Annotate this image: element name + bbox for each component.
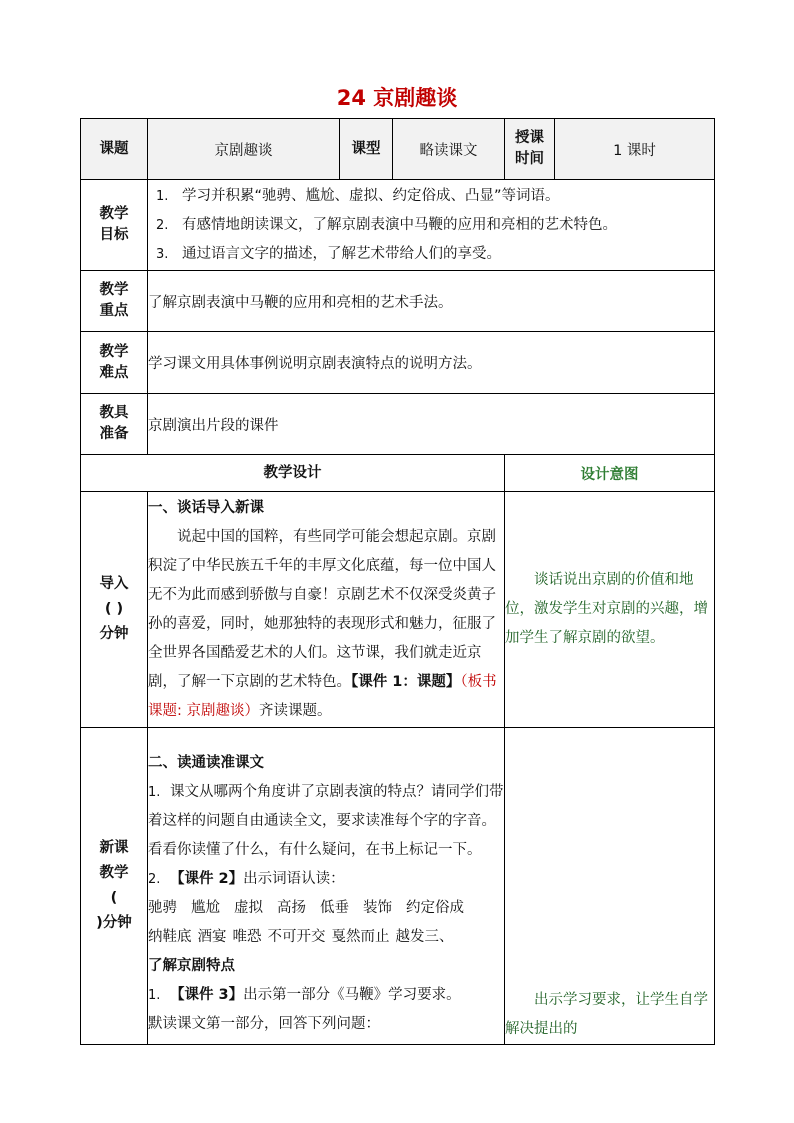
sub-heading: 了解京剧特点 bbox=[148, 958, 235, 974]
goal-item: 2. 有感情地朗读课文，了解京剧表演中马鞭的应用和亮相的艺术特色。 bbox=[156, 216, 617, 233]
tools-row bbox=[81, 394, 715, 455]
word-list-2: 纳鞋底 酒宴 唯恐 不可开交 戛然而止 越发三、 bbox=[148, 929, 454, 945]
board-note: （板书课题: 京剧趣谈） bbox=[148, 673, 497, 719]
type-value: 略读课文 bbox=[393, 119, 505, 180]
word-list-1: 驰骋 尴尬 虚拟 高扬 低垂 装饰 约定俗成 bbox=[148, 900, 464, 916]
step-2: 默读课文第一部分，回答下列问题： bbox=[148, 1016, 380, 1032]
lesson-plan-table bbox=[80, 118, 715, 1045]
focus-label: 教学 重点 bbox=[81, 271, 148, 332]
tools-text: 京剧演出片段的课件 bbox=[148, 394, 715, 455]
newlesson-side-label: 新课 教学 ( )分钟 bbox=[81, 728, 148, 1045]
newlesson-row bbox=[81, 728, 715, 1045]
question-1: 1. 课文从哪两个角度讲了京剧表演的特点？请同学们带着这样的问题自由通读全文，要求读准每个字的字音。看看你读懂了什么，有什么疑问，在书上标记一下。 bbox=[148, 784, 504, 858]
page-title: 24 京剧趣谈 bbox=[336, 86, 458, 110]
focus-row bbox=[81, 271, 715, 332]
tools-label: 教具 准备 bbox=[81, 394, 148, 455]
intro-content bbox=[148, 492, 505, 728]
step-1: 1. 【课件 3】出示第一部分《马鞭》学习要求。 bbox=[148, 987, 461, 1003]
intro-heading: 一、谈话导入新课 bbox=[148, 499, 264, 516]
goals-row bbox=[81, 180, 715, 271]
intent-header: 设计意图 bbox=[505, 455, 715, 492]
topic-label: 课题 bbox=[81, 119, 148, 180]
topic-value: 京剧趣谈 bbox=[148, 119, 340, 180]
newlesson-content bbox=[148, 728, 505, 1045]
newlesson-heading: 二、读通读准课文 bbox=[148, 755, 264, 771]
header-row bbox=[81, 119, 715, 180]
goal-item: 3. 通过语言文字的描述，了解艺术带给人们的享受。 bbox=[156, 245, 501, 262]
focus-text: 了解京剧表演中马鞭的应用和亮相的艺术手法。 bbox=[148, 271, 715, 332]
intro-row bbox=[81, 492, 715, 728]
difficulty-row bbox=[81, 332, 715, 394]
design-header: 教学设计 bbox=[81, 455, 505, 492]
newlesson-intent: 出示学习要求，让学生自学解决提出的 bbox=[505, 728, 715, 1045]
time-value: 1 课时 bbox=[555, 119, 715, 180]
difficulty-text: 学习课文用具体事例说明京剧表演特点的说明方法。 bbox=[148, 332, 715, 394]
goals-label: 教学 目标 bbox=[81, 180, 148, 271]
courseware-tag: 【课件 1：课题】 bbox=[351, 673, 461, 690]
goals-list bbox=[148, 180, 715, 271]
time-label: 授课 时间 bbox=[505, 119, 555, 180]
intro-paragraph: 说起中国的国粹，有些同学可能会想起京剧。京剧积淀了中华民族五千年的丰厚文化底蕴，每一位中国人无不为此而感到骄傲与自豪！京剧艺术不仅深受炎黄子孙的喜爱，同时，她那独特的表现形式和魅力，征服了全世界各国酷爱艺术的人们。这节课，我们就走近京剧，了解一下京剧的艺术特色。【课件 1：课题】（板书课题: 京剧趣谈）齐读课题。 bbox=[148, 528, 497, 719]
design-header-row bbox=[81, 455, 715, 492]
question-2: 2. 【课件 2】出示词语认读： bbox=[148, 871, 345, 887]
goal-item: 1. 学习并积累“驰骋、尴尬、虚拟、约定俗成、凸显”等词语。 bbox=[156, 187, 560, 204]
intro-intent: 谈话说出京剧的价值和地位，激发学生对京剧的兴趣，增加学生了解京剧的欲望。 bbox=[505, 492, 715, 728]
type-label: 课型 bbox=[340, 119, 393, 180]
intro-side-label: 导入 ( ) 分钟 bbox=[81, 492, 148, 728]
difficulty-label: 教学 难点 bbox=[81, 332, 148, 394]
